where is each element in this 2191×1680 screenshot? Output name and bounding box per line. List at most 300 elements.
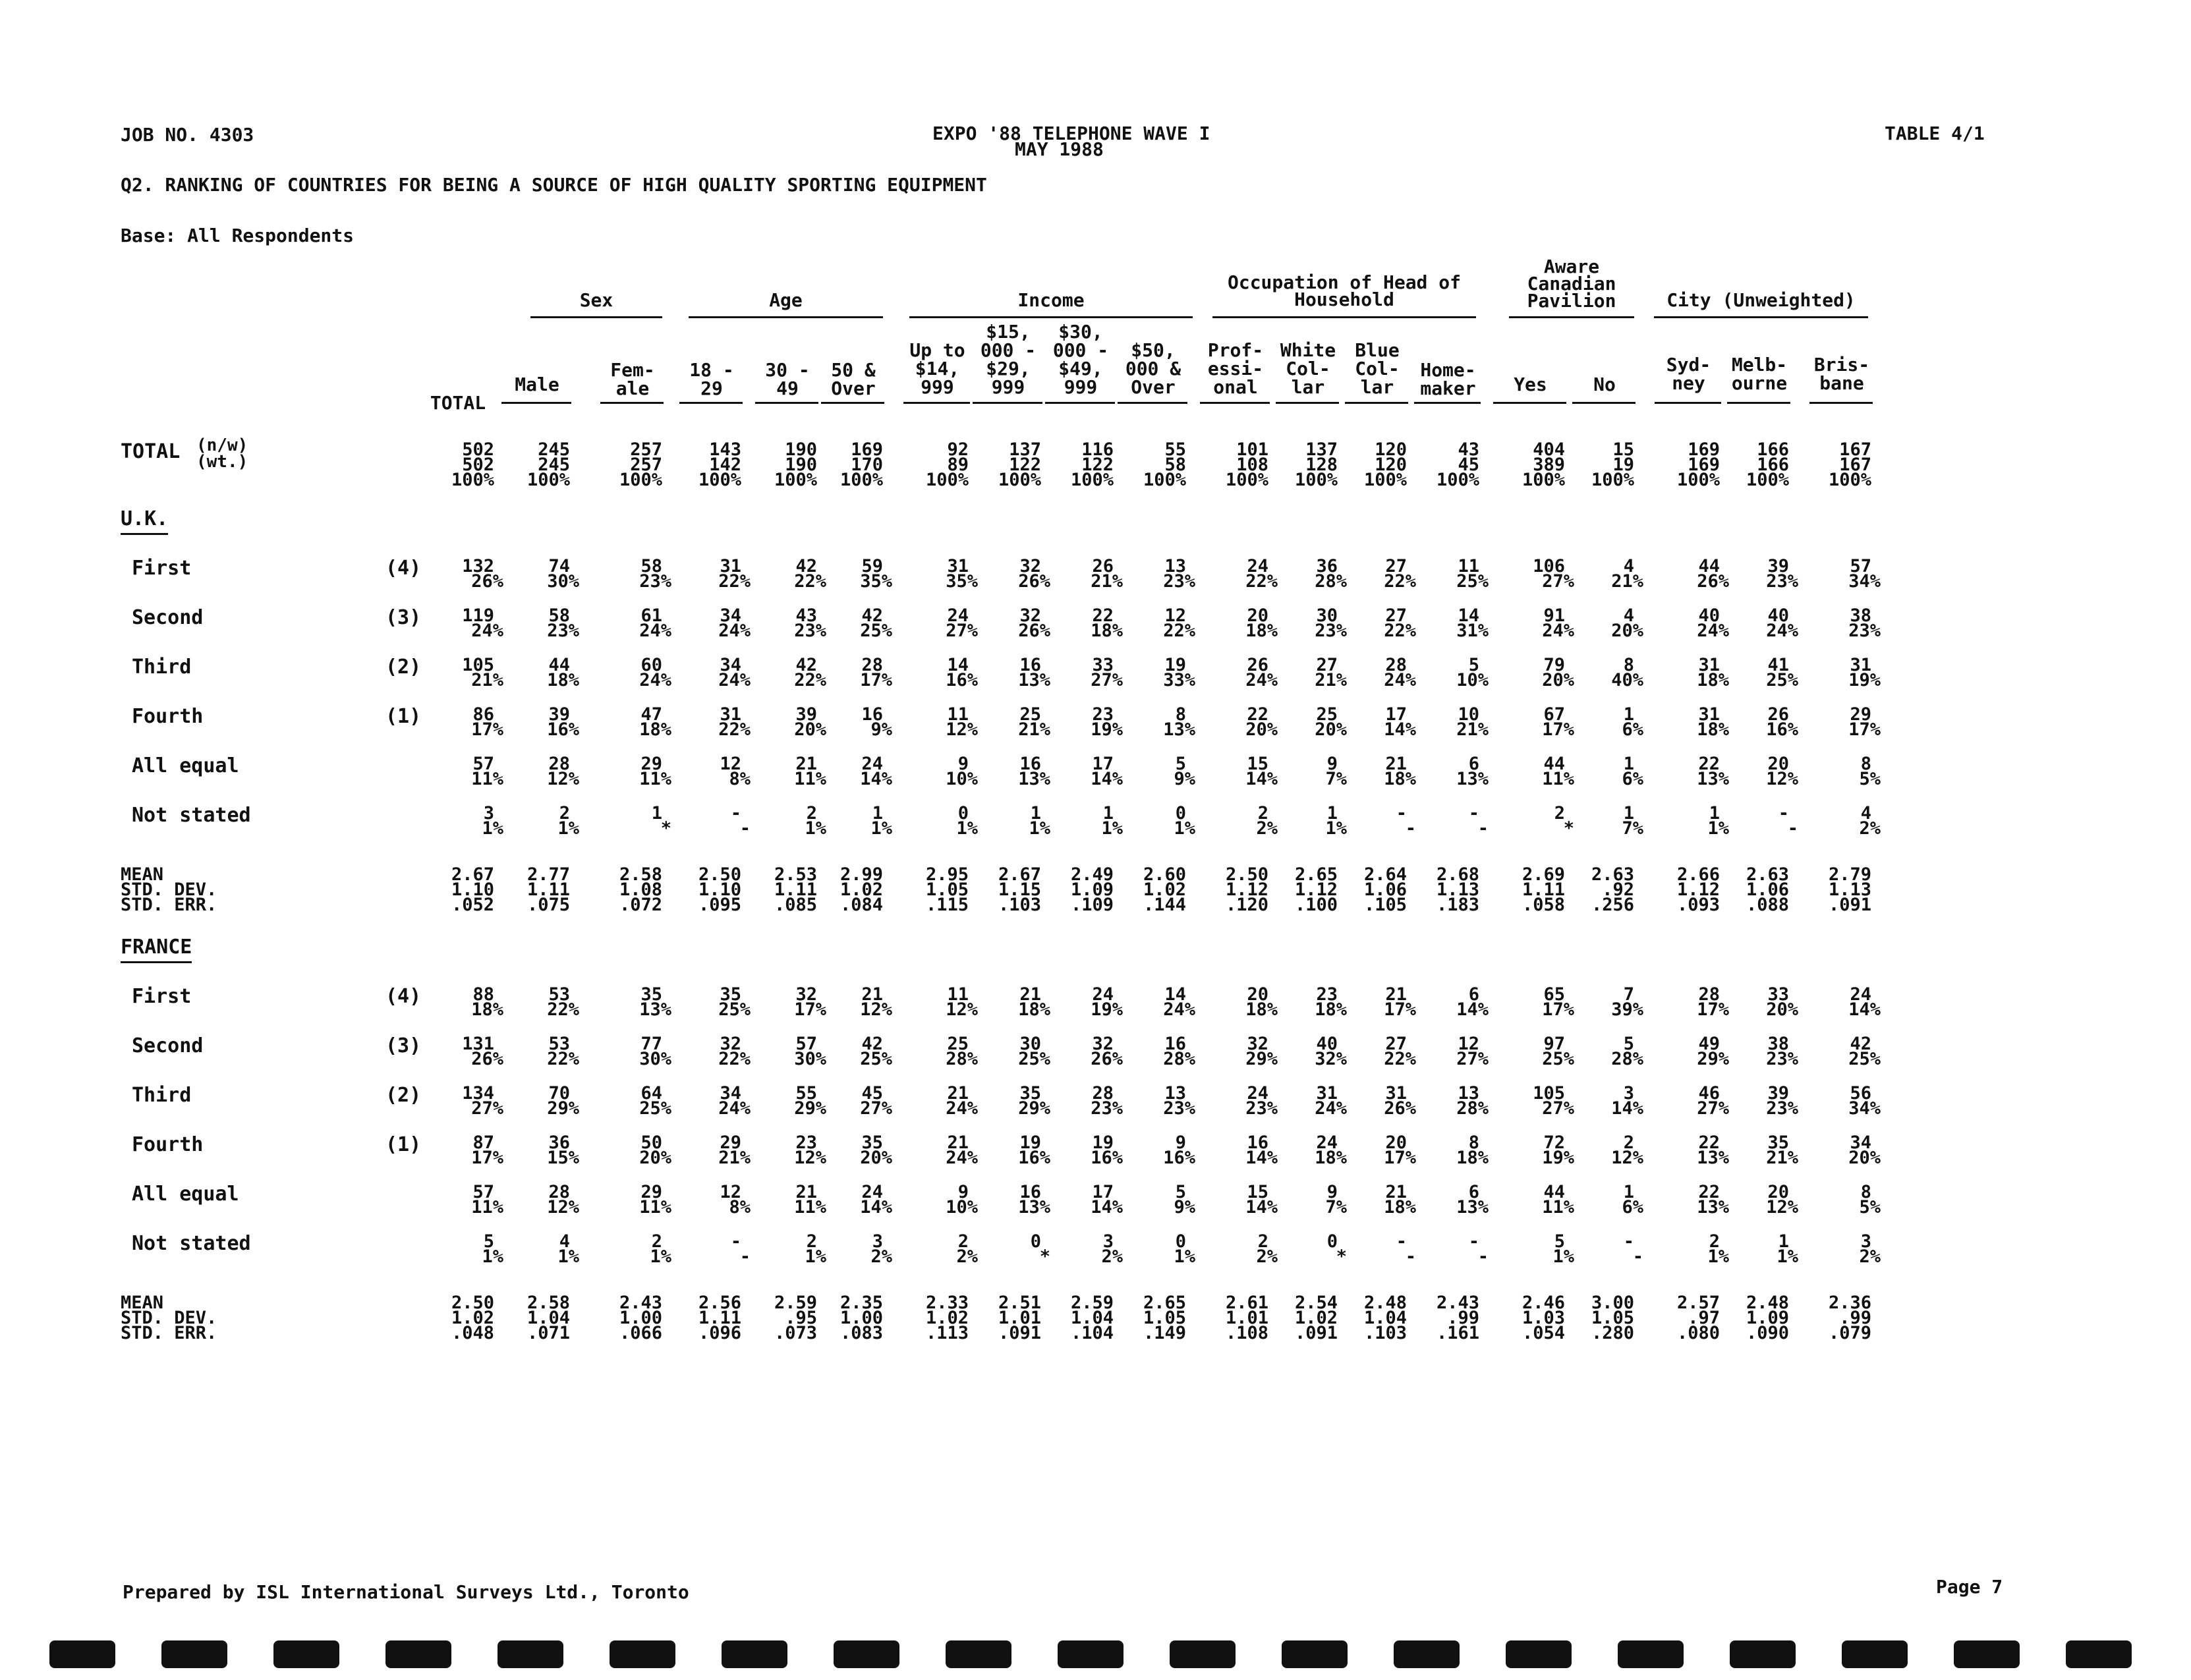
base-text: Base: All Respondents [121,225,355,246]
stat-label: STD. DEV. [121,880,217,900]
table-cell-count: 25 [1316,704,1338,725]
table-cell-percent: 13% [1456,769,1489,789]
table-cell-percent: 22% [794,571,826,592]
column-header-rule [1655,402,1721,404]
table-cell-percent: 27% [860,1098,892,1119]
table-cell-count: 8 [1468,1133,1479,1153]
table-cell-count: 24 [947,605,969,626]
table-cell-count: 77 [640,1034,662,1054]
total-cell: 120 [1375,455,1407,475]
table-cell-percent: 25% [639,1098,671,1119]
table-cell-count: 2 [806,803,817,824]
table-cell-percent: 12% [1766,1197,1798,1218]
table-cell-percent: 24% [639,621,671,641]
total-cell: 137 [1009,439,1041,460]
table-cell-percent: 24% [718,621,751,641]
punch-hole [1394,1640,1460,1668]
table-cell-percent: 26% [1018,621,1050,641]
stat-cell: 2.46 [1522,1293,1565,1313]
table-cell-count: 3 [872,1231,883,1252]
column-header: $30, 000 - $49, 999 [1052,321,1109,398]
table-cell-percent: 20% [639,1148,671,1168]
table-cell-count: 28 [1385,655,1407,675]
table-cell-percent: 17% [471,719,503,740]
table-cell-percent: 34% [1848,571,1881,592]
table-cell-percent: 2% [1859,1246,1881,1267]
stat-cell: 2.43 [1436,1293,1479,1313]
table-cell-count: 2 [1257,1231,1268,1252]
stat-cell: 2.36 [1828,1293,1871,1313]
group-occupation: Occupation of Head of Household [1227,271,1461,310]
stat-label: MEAN [121,1293,164,1313]
row-label: Third [132,656,192,679]
total-cell: 101 [1236,439,1268,460]
stat-cell: 2.68 [1436,864,1479,885]
column-header-rule [1045,402,1115,404]
stat-cell: .075 [526,895,570,915]
table-cell-count: 1 [1623,704,1634,725]
table-cell-percent: 13% [1697,769,1729,789]
stat-cell: 1.02 [1294,1308,1338,1328]
column-header-rule [1118,402,1187,404]
table-cell-count: 2 [806,1231,817,1252]
table-cell-percent: 35% [860,571,892,592]
row-label: Fourth [132,1133,204,1156]
table-cell-count: 16 [861,704,883,725]
stat-cell: 1.09 [1746,1308,1789,1328]
stat-cell: 1.11 [1522,880,1565,900]
table-cell-percent: 20% [1245,719,1278,740]
table-cell-percent: 18% [1697,719,1729,740]
stat-cell: 2.63 [1591,864,1634,885]
table-cell-percent: 2% [1859,818,1881,839]
stat-cell: 2.53 [774,864,817,885]
column-header: 30 - 49 [765,359,810,399]
table-cell-count: 15 [1247,1182,1268,1202]
stat-cell: 1.04 [526,1308,570,1328]
table-cell-count: - [1468,803,1479,824]
column-header-rule [973,402,1042,404]
stat-cell: .058 [1522,895,1565,915]
stat-cell: 1.09 [1070,880,1114,900]
table-cell-count: 20 [1767,754,1789,774]
table-cell-percent: 21% [1766,1148,1798,1168]
table-cell-percent: - [1405,1246,1416,1267]
total-cell: 245 [538,455,570,475]
table-cell-percent: - [739,1246,751,1267]
table-cell-count: 32 [1247,1034,1268,1054]
table-cell-count: 42 [861,605,883,626]
table-cell-count: 88 [472,984,494,1005]
table-cell-percent: 1% [1101,818,1123,839]
total-cell: 142 [709,455,741,475]
table-cell-percent: 23% [794,621,826,641]
table-cell-percent: 13% [1456,1197,1489,1218]
table-cell-percent: 20% [1542,670,1574,690]
table-cell-count: 4 [1860,803,1871,824]
table-cell-percent: 24% [1384,670,1416,690]
table-cell-count: 26 [1247,655,1268,675]
table-cell-percent: 34% [1848,1098,1881,1119]
table-cell-percent: 1% [557,818,579,839]
table-cell-count: 35 [861,1133,883,1153]
table-cell-count: 2 [651,1231,662,1252]
stat-cell: 1.10 [698,880,741,900]
table-cell-count: 55 [795,1083,817,1104]
stat-cell: 1.04 [1070,1308,1114,1328]
total-cell: 100% [998,470,1041,490]
total-cell: 257 [630,439,662,460]
table-cell-percent: 17% [860,670,892,690]
table-cell-percent: 28% [1456,1098,1489,1119]
table-cell-percent: 2% [1256,818,1278,839]
table-cell-count: 16 [1019,754,1041,774]
column-header: Home- maker [1420,359,1476,399]
table-cell-count: 31 [1316,1083,1338,1104]
total-cell: 245 [538,439,570,460]
column-header: Bris- bane [1813,354,1870,394]
table-cell-count: 8 [1623,655,1634,675]
table-cell-percent: 16% [946,670,978,690]
stat-cell: 2.50 [451,1293,494,1313]
table-cell-percent: 24% [1163,999,1195,1020]
column-header-rule [1276,402,1339,404]
total-cell: 169 [1688,455,1720,475]
table-cell-count: 9 [1326,754,1338,774]
table-cell-percent: 21% [1611,571,1643,592]
stat-cell: 1.15 [998,880,1041,900]
table-cell-percent: 17% [1848,719,1881,740]
stat-cell: .256 [1591,895,1634,915]
table-cell-count: 33 [1092,655,1114,675]
stat-label: STD. ERR. [121,895,217,915]
stat-cell: 2.60 [1143,864,1186,885]
total-row-label: TOTAL [121,440,181,463]
table-cell-percent: 12% [1611,1148,1643,1168]
table-cell-percent: 12% [860,999,892,1020]
stat-cell: 1.00 [619,1308,662,1328]
stat-cell: 2.48 [1363,1293,1407,1313]
table-cell-percent: 28% [1315,571,1347,592]
total-cell: 143 [709,439,741,460]
table-cell-count: 4 [559,1231,570,1252]
stat-cell: 1.02 [839,880,883,900]
table-cell-percent: 6% [1622,769,1643,789]
table-cell-percent: 28% [1611,1049,1643,1069]
table-cell-percent: 13% [639,999,671,1020]
punch-hole [1842,1640,1908,1668]
table-cell-count: 24 [861,1182,883,1202]
table-cell-percent: 25% [1018,1049,1050,1069]
table-cell-count: 20 [1385,1133,1407,1153]
table-cell-count: 36 [548,1133,570,1153]
column-header: Up to $14, 999 [909,339,965,398]
table-cell-count: 21 [861,984,883,1005]
table-cell-count: - [1778,803,1789,824]
table-cell-percent: 30% [547,571,579,592]
table-cell-percent: 14% [1848,999,1881,1020]
table-cell-count: 24 [1247,1083,1268,1104]
column-header-rule [903,402,970,404]
row-label: Fourth [132,705,204,728]
punch-hole [273,1640,339,1668]
total-cell: 190 [785,455,817,475]
table-cell-count: 5 [1175,1182,1186,1202]
table-cell-percent: 21% [1091,571,1123,592]
punch-hole [946,1640,1011,1668]
row-label: First [132,985,192,1008]
table-cell-percent: 18% [639,719,671,740]
stat-cell: 2.65 [1143,1293,1186,1313]
table-cell-count: 5 [1554,1231,1565,1252]
table-cell-count: 31 [1850,655,1871,675]
table-cell-count: 44 [1543,1182,1565,1202]
stat-cell: 1.03 [1522,1308,1565,1328]
stat-cell: 1.02 [1143,880,1186,900]
table-cell-count: 74 [548,556,570,576]
table-cell-count: 42 [861,1034,883,1054]
stat-cell: 2.95 [925,864,969,885]
stat-cell: .090 [1746,1323,1789,1343]
table-cell-count: 1 [872,803,883,824]
table-cell-count: 31 [1385,1083,1407,1104]
table-cell-percent: 8% [729,769,751,789]
table-cell-count: 26 [1767,704,1789,725]
table-cell-count: 3 [1623,1083,1634,1104]
table-cell-percent: 26% [471,571,503,592]
table-cell-percent: 11% [639,769,671,789]
table-cell-percent: 14% [1245,1197,1278,1218]
table-cell-count: 0 [1326,1231,1338,1252]
stat-cell: 2.58 [526,1293,570,1313]
table-cell-percent: 13% [1018,670,1050,690]
stat-cell: .103 [998,895,1041,915]
table-cell-count: 4 [1623,605,1634,626]
total-cell: 15 [1612,439,1634,460]
table-cell-count: 9 [1326,1182,1338,1202]
table-cell-percent: 21% [471,670,503,690]
group-income: Income [1017,289,1085,311]
table-cell-count: 9 [957,754,969,774]
table-cell-count: 42 [795,556,817,576]
table-cell-count: 5 [1468,655,1479,675]
table-cell-percent: 23% [1766,571,1798,592]
table-cell-percent: 22% [1163,621,1195,641]
row-label: Not stated [132,1232,251,1255]
table-cell-percent: 5% [1859,1197,1881,1218]
table-cell-count: 27 [1385,605,1407,626]
table-cell-count: 34 [720,605,741,626]
table-cell-percent: 7% [1325,769,1347,789]
prepared-by: Prepared by ISL International Surveys Ltd., Toronto [123,1581,689,1603]
table-cell-percent: 25% [1766,670,1798,690]
table-cell-count: 21 [795,754,817,774]
table-cell-count: 57 [472,1182,494,1202]
table-cell-percent: 24% [1542,621,1574,641]
table-cell-percent: 16% [1766,719,1798,740]
table-cell-count: 2 [1257,803,1268,824]
table-cell-count: 26 [1092,556,1114,576]
table-cell-percent: 22% [547,999,579,1020]
table-cell-percent: 29% [1697,1049,1729,1069]
table-cell-count: 106 [1533,556,1565,576]
table-cell-count: 86 [472,704,494,725]
table-cell-percent: 20% [1611,621,1643,641]
table-cell-count: 32 [795,984,817,1005]
column-header: $15, 000 - $29, 999 [980,321,1037,398]
stat-cell: .091 [1828,895,1871,915]
table-cell-count: 39 [1767,556,1789,576]
table-cell-percent: 1% [1174,1246,1195,1267]
total-cell: 404 [1533,439,1565,460]
table-cell-count: 56 [1850,1083,1871,1104]
table-cell-percent: 23% [1315,621,1347,641]
table-cell-count: 28 [861,655,883,675]
stat-cell: 2.51 [998,1293,1041,1313]
table-cell-count: 31 [720,704,741,725]
stat-cell: 1.01 [1225,1308,1268,1328]
table-cell-count: 0 [1175,1231,1186,1252]
stat-cell: .144 [1143,895,1186,915]
table-cell-percent: 15% [547,1148,579,1168]
table-cell-count: 24 [1316,1133,1338,1153]
total-cell: 122 [1009,455,1041,475]
stat-cell: 1.01 [998,1308,1041,1328]
stat-cell: 2.67 [998,864,1041,885]
stat-cell: .108 [1225,1323,1268,1343]
stat-cell: .97 [1688,1308,1720,1328]
table-cell-count: 2 [1623,1133,1634,1153]
total-cell: 166 [1757,439,1789,460]
table-cell-percent: 11% [1542,769,1574,789]
total-cell: 89 [947,455,969,475]
table-cell-count: 2 [559,803,570,824]
total-cell: 55 [1164,439,1186,460]
table-cell-percent: 21% [1018,719,1050,740]
stat-cell: 2.67 [451,864,494,885]
column-header-rule [679,402,743,404]
table-cell-percent: 14% [1091,1197,1123,1218]
table-cell-percent: 12% [794,1148,826,1168]
table-cell-count: 6 [1468,1182,1479,1202]
table-cell-count: 49 [1698,1034,1720,1054]
table-cell-count: 40 [1698,605,1720,626]
table-cell-count: 9 [957,1182,969,1202]
table-cell-count: 12 [1458,1034,1479,1054]
table-cell-count: 24 [1850,984,1871,1005]
stat-cell: 1.04 [1363,1308,1407,1328]
table-cell-percent: 28% [946,1049,978,1069]
table-cell-count: 10 [1458,704,1479,725]
table-cell-count: 11 [947,704,969,725]
table-cell-count: 24 [1247,556,1268,576]
table-cell-count: 27 [1316,655,1338,675]
table-cell-count: 27 [1385,556,1407,576]
table-cell-count: 21 [947,1083,969,1104]
total-cell: 100% [1225,470,1268,490]
column-header-rule [1809,402,1873,404]
stat-cell: .093 [1676,895,1720,915]
table-cell-count: 21 [1019,984,1041,1005]
punch-hole [834,1640,899,1668]
total-cell: 100% [1070,470,1114,490]
stat-cell: 1.05 [1143,1308,1186,1328]
total-cell: 100% [1828,470,1871,490]
table-cell-count: 31 [1698,704,1720,725]
table-cell-count: 34 [720,1083,741,1104]
table-cell-percent: 26% [1018,571,1050,592]
table-cell-count: 34 [1850,1133,1871,1153]
table-cell-count: 16 [1019,1182,1041,1202]
table-cell-percent: - [1477,1246,1489,1267]
total-cell: 58 [1164,455,1186,475]
table-cell-percent: 19% [1848,670,1881,690]
table-cell-percent: 25% [860,1049,892,1069]
stat-cell: 2.58 [619,864,662,885]
table-cell-percent: 16% [1091,1148,1123,1168]
table-cell-percent: 12% [1766,769,1798,789]
table-cell-count: 14 [1458,605,1479,626]
table-cell-count: 15 [1247,754,1268,774]
table-cell-count: 57 [1850,556,1871,576]
table-cell-count: 12 [720,1182,741,1202]
table-cell-percent: 27% [946,621,978,641]
punch-hole [1730,1640,1796,1668]
table-cell-count: 17 [1092,1182,1114,1202]
table-cell-percent: 19% [1542,1148,1574,1168]
row-label: All equal [132,754,239,777]
table-cell-count: - [730,803,741,824]
table-cell-percent: 17% [1384,999,1416,1020]
stat-cell: .071 [526,1323,570,1343]
table-cell-percent: 11% [1542,1197,1574,1218]
table-cell-count: 45 [861,1083,883,1104]
table-cell-percent: 30% [794,1049,826,1069]
table-cell-percent: 18% [1245,999,1278,1020]
table-cell-percent: 24% [946,1148,978,1168]
stat-cell: 1.13 [1436,880,1479,900]
group-sex: Sex [579,289,613,311]
column-header: No [1593,374,1616,395]
table-cell-count: - [1396,1231,1407,1252]
column-header-rule [821,402,884,404]
table-cell-count: 58 [640,556,662,576]
table-cell-percent: 1% [1707,818,1729,839]
table-cell-percent: 5% [1859,769,1881,789]
table-cell-percent: 16% [547,719,579,740]
stat-cell: 2.48 [1746,1293,1789,1313]
table-cell-count: 119 [462,605,494,626]
stat-cell: .080 [1676,1323,1720,1343]
table-cell-percent: 27% [1456,1049,1489,1069]
column-header-rule [1345,402,1408,404]
table-cell-percent: 2% [1256,1246,1278,1267]
stat-cell: .109 [1070,895,1114,915]
table-cell-count: 30 [1316,605,1338,626]
table-cell-percent: 20% [1766,999,1798,1020]
row-score: (4) [385,985,422,1008]
table-cell-percent: 18% [1315,1148,1347,1168]
table-cell-count: 35 [1019,1083,1041,1104]
table-cell-percent: 20% [860,1148,892,1168]
stat-cell: 2.35 [839,1293,883,1313]
table-cell-percent: 14% [1384,719,1416,740]
table-cell-count: 24 [1092,984,1114,1005]
column-header: Prof- essi- onal [1207,339,1264,398]
stat-cell: 2.65 [1294,864,1338,885]
table-cell-percent: 1% [956,818,978,839]
table-cell-count: 22 [1698,1182,1720,1202]
